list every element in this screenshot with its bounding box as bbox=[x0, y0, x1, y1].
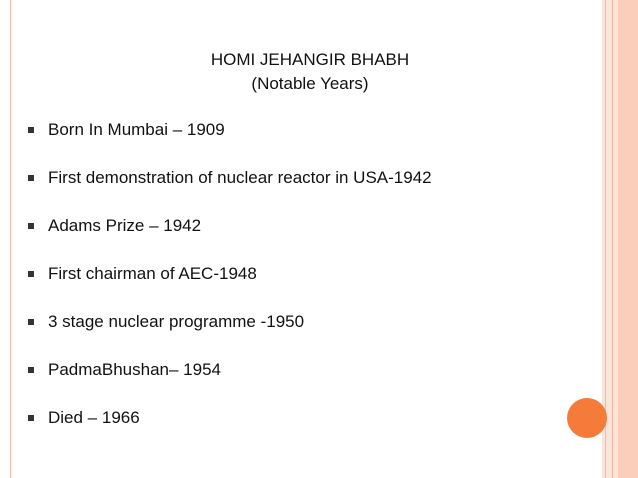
bullet-text: PadmaBhushan– 1954 bbox=[48, 360, 221, 379]
square-bullet-icon bbox=[28, 367, 34, 373]
square-bullet-icon bbox=[28, 223, 34, 229]
decorative-orange-circle bbox=[567, 398, 607, 438]
bullet-text: First chairman of AEC-1948 bbox=[48, 264, 257, 283]
right-border-line bbox=[612, 0, 613, 478]
bullet-text: 3 stage nuclear programme -1950 bbox=[48, 312, 305, 331]
left-border-line bbox=[10, 0, 11, 478]
square-bullet-icon bbox=[28, 415, 34, 421]
bullet-text: Born In Mumbai – 1909 bbox=[48, 120, 225, 139]
bullet-text: Died – 1966 bbox=[48, 408, 140, 427]
slide-title bbox=[140, 48, 480, 96]
title-line-subtitle: (Notable Years) bbox=[251, 74, 369, 93]
right-border-line bbox=[605, 0, 606, 478]
square-bullet-icon bbox=[28, 271, 34, 277]
title-line-name: HOMI JEHANGIR BHABH bbox=[210, 50, 410, 69]
bullet-text: Adams Prize – 1942 bbox=[48, 216, 202, 235]
square-bullet-icon bbox=[28, 127, 34, 133]
right-border-stripe bbox=[618, 0, 638, 478]
bullet-text: First demonstration of nuclear reactor in USA-1942 bbox=[48, 168, 432, 187]
square-bullet-icon bbox=[28, 175, 34, 181]
square-bullet-icon bbox=[28, 319, 34, 325]
